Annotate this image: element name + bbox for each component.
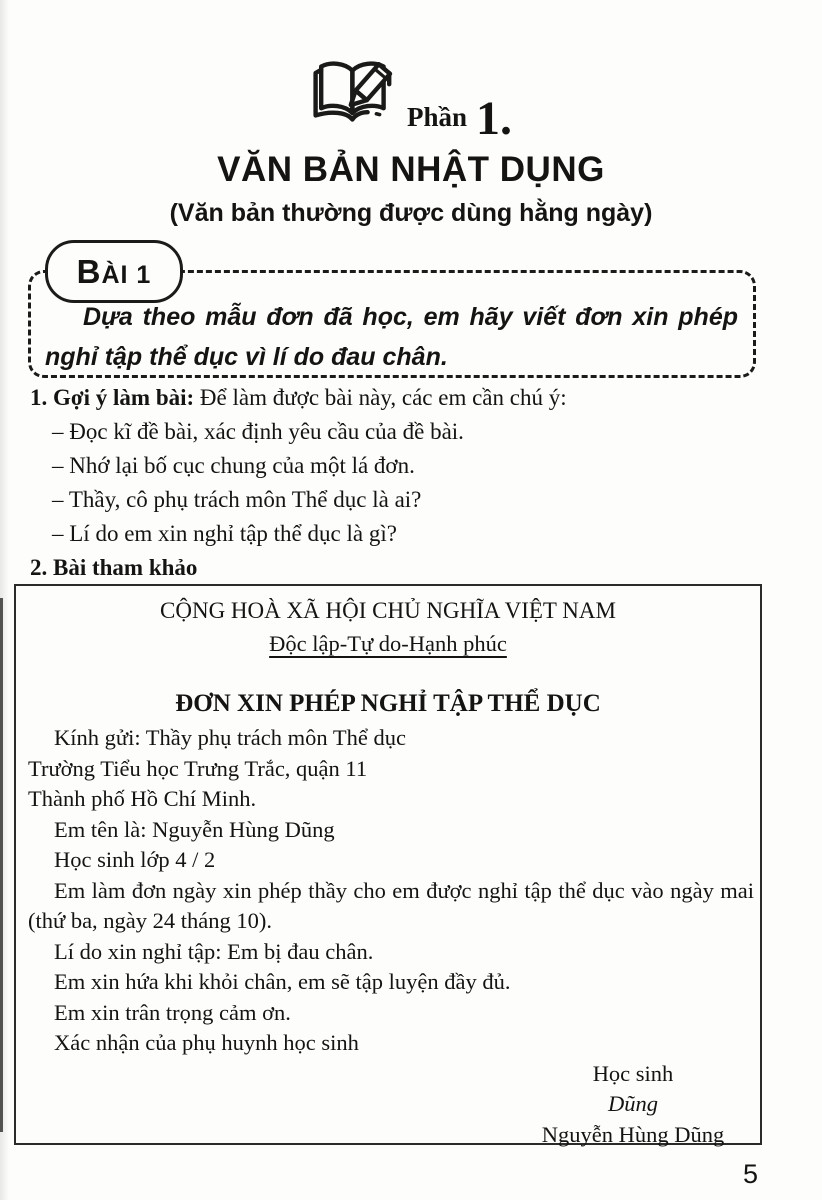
guide-item: – Thầy, cô phụ trách môn Thể dục là ai? <box>52 487 422 512</box>
signature-full-name: Nguyễn Hùng Dũng <box>541 1121 725 1147</box>
lesson-prompt-box <box>28 252 756 378</box>
letter-class-line: Học sinh lớp 4 / 2 <box>54 847 216 872</box>
letter-body <box>16 720 760 1150</box>
signature-role: Học sinh <box>592 1060 674 1086</box>
guide-heading-number: 1. Gợi ý làm bài: <box>30 385 195 410</box>
guide-item: – Đọc kĩ đề bài, xác định yêu cầu của đề bài. <box>52 419 464 444</box>
reference-heading: 2. Bài tham khảo <box>30 555 198 580</box>
letter-signature-block <box>516 1059 750 1151</box>
letter-reason-line: Lí do xin nghỉ tập: Em bị đau chân. <box>54 938 374 964</box>
part-label: Phần <box>406 102 468 132</box>
letter-recipient-school: Trường Tiểu học Trưng Trắc, quận 11 <box>28 755 368 781</box>
guide-heading <box>30 381 794 415</box>
letter-name-line: Em tên là: Nguyễn Hùng Dũng <box>54 816 335 842</box>
sample-letter-box <box>14 584 762 1145</box>
lesson-badge-label: BÀI 1 <box>76 252 152 290</box>
letter-promise-line: Em xin hứa khi khỏi chân, em sẽ tập luyện đầy đủ. <box>54 969 511 994</box>
part-heading <box>0 56 822 145</box>
scan-edge-artifact <box>0 598 3 1132</box>
page-header <box>0 56 822 227</box>
letter-national-title: CỘNG HOÀ XÃ HỘI CHỦ NGHĨA VIỆT NAM <box>160 598 616 623</box>
open-book-pencil-icon <box>310 56 398 138</box>
letter-recipient-line: Kính gửi: Thầy phụ trách môn Thể dục <box>54 725 406 750</box>
letter-confirmation-line: Xác nhận của phụ huynh học sinh <box>54 1030 359 1055</box>
signature-signed-name: Dũng <box>608 1091 658 1116</box>
letter-thanks-line: Em xin trân trọng cảm ơn. <box>54 999 291 1025</box>
guide-heading-text: Để làm được bài này, các em cần chú ý: <box>194 385 567 410</box>
letter-national-motto: Độc lập-Tự do-Hạnh phúc <box>269 631 507 656</box>
lesson-prompt-text: Dựa theo mẫu đơn đã học, em hãy viết đơn xin phép nghỉ tập thể dục vì lí do đau chân. <box>45 303 738 371</box>
letter-recipient-city: Thành phố Hồ Chí Minh. <box>28 786 257 811</box>
lesson-badge <box>45 240 183 303</box>
guide-item: – Lí do em xin nghỉ tập thể dục là gì? <box>52 521 397 546</box>
page-title: VĂN BẢN NHẬT DỤNG <box>217 150 605 189</box>
page-subtitle: (Văn bản thường được dùng hằng ngày) <box>169 199 653 227</box>
guide-section <box>30 381 794 585</box>
part-number: 1. <box>476 91 513 145</box>
guide-item-list <box>30 415 794 551</box>
page-number: 5 <box>742 1159 758 1189</box>
letter-request-paragraph: Em làm đơn ngày xin phép thầy cho em được nghỉ tập thể dục vào ngày mai (thứ ba, ngày 24 tháng 10). <box>28 877 754 933</box>
letter-title: ĐƠN XIN PHÉP NGHỈ TẬP THỂ DỤC <box>175 690 601 717</box>
guide-item: – Nhớ lại bố cục chung của một lá đơn. <box>52 453 415 478</box>
